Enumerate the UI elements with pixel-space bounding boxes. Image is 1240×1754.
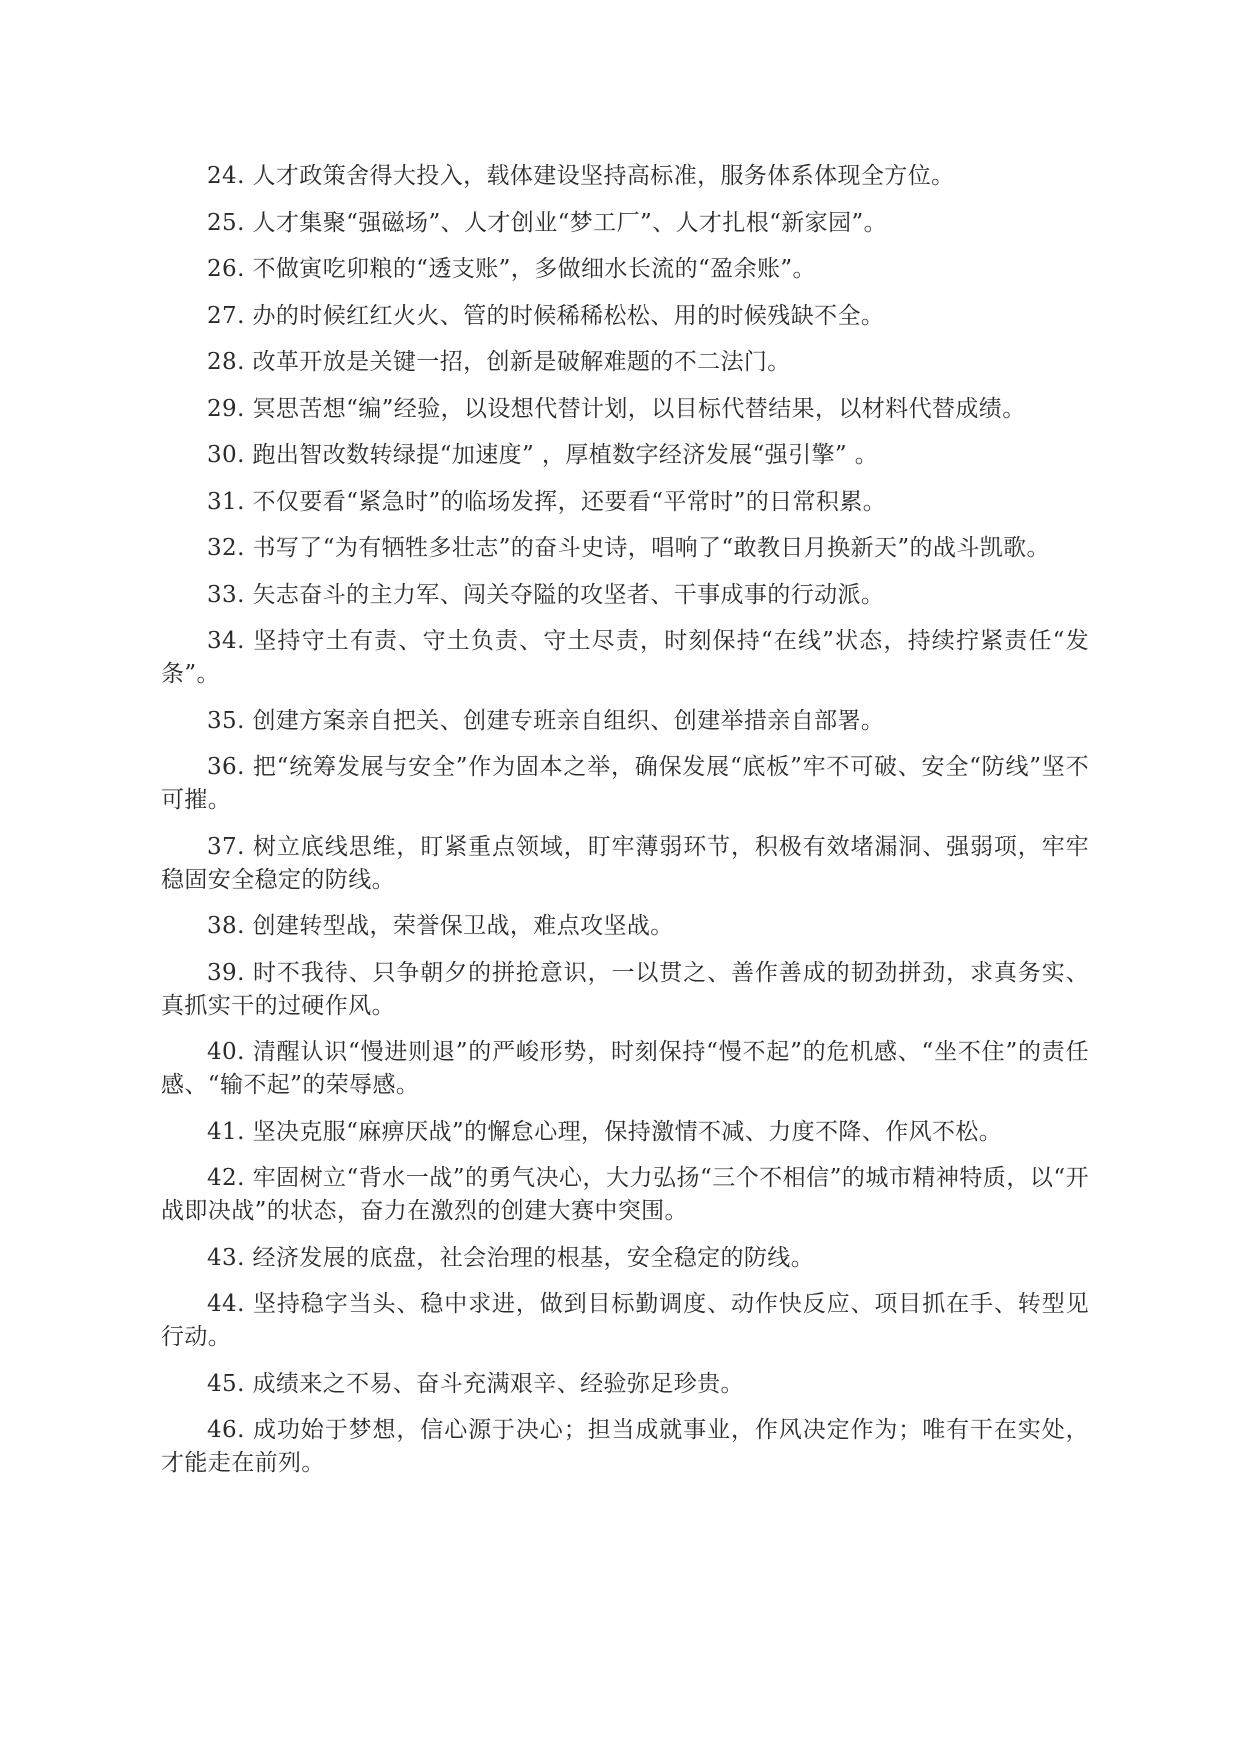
list-item: 31. 不仅要看“紧急时”的临场发挥，还要看“平常时”的日常积累。 bbox=[207, 488, 887, 515]
list-item: 36. 把“统筹发展与安全”作为固本之举，确保发展“底板”牢不可破、安全“防线”坚不可摧。 bbox=[161, 754, 1089, 813]
list-item: 27. 办的时候红红火火、管的时候稀稀松松、用的时候残缺不全。 bbox=[207, 302, 885, 329]
list-item: 39. 时不我待、只争朝夕的拼抢意识，一以贯之、善作善成的韧劲拼劲，求真务实、真抓实干的过硬作风。 bbox=[161, 959, 1089, 1019]
list-item: 41. 坚决克服“麻痹厌战”的懈怠心理，保持激情不减、力度不降、作风不松。 bbox=[207, 1118, 1003, 1145]
list-item: 43. 经济发展的底盘，社会治理的根基，安全稳定的防线。 bbox=[207, 1244, 815, 1271]
list-item: 32. 书写了“为有牺牲多壮志”的奋斗史诗，唱响了“敢教日月换新天”的战斗凯歌。 bbox=[207, 535, 1050, 561]
list-item: 28. 改革开放是关键一招，创新是破解难题的不二法门。 bbox=[207, 349, 791, 375]
list-item: 29. 冥思苦想“编”经验，以设想代替计划，以目标代替结果，以材料代替成绩。 bbox=[207, 395, 1026, 422]
list-item: 25. 人才集聚“强磁场”、人才创业“梦工厂”、人才扎根“新家园”。 bbox=[207, 209, 888, 236]
list-item: 46. 成功始于梦想，信心源于决心；担当成就事业，作风决定作为；唯有干在实处，才能走在前列。 bbox=[161, 1417, 1089, 1476]
document-body bbox=[161, 160, 1089, 1494]
list-item: 26. 不做寅吃卯粮的“透支账”，多做细水长流的“盈余账”。 bbox=[207, 256, 816, 282]
list-item: 34. 坚持守土有责、守土负责、守土尽责，时刻保持“在线”状态，持续拧紧责任“发条”。 bbox=[161, 628, 1089, 687]
list-item: 38. 创建转型战，荣誉保卫战，难点攻坚战。 bbox=[207, 913, 674, 939]
list-item: 42. 牢固树立“背水一战”的勇气决心，大力弘扬“三个不相信”的城市精神特质，以“开战即决战”的状态，奋力在激烈的创建大赛中突围。 bbox=[161, 1165, 1089, 1224]
list-item: 35. 创建方案亲自把关、创建专班亲自组织、创建举措亲自部署。 bbox=[207, 707, 885, 734]
list-item: 30. 跑出智改数转绿提“加速度” ，厚植数字经济发展“强引擎” 。 bbox=[207, 442, 879, 468]
list-item: 24. 人才政策舍得大投入，载体建设坚持高标准，服务体系体现全方位。 bbox=[207, 163, 955, 189]
list-item: 44. 坚持稳字当头、稳中求进，做到目标勤调度、动作快反应、项目抓在手、转型见行动。 bbox=[161, 1291, 1089, 1350]
list-item: 40. 清醒认识“慢进则退”的严峻形势，时刻保持“慢不起”的危机感、“坐不住”的责任感、“输不起”的荣辱感。 bbox=[161, 1039, 1089, 1098]
list-item: 37. 树立底线思维，盯紧重点领域，盯牢薄弱环节，积极有效堵漏洞、强弱项，牢牢稳固安全稳定的防线。 bbox=[161, 833, 1089, 893]
list-item: 33. 矢志奋斗的主力军、闯关夺隘的攻坚者、干事成事的行动派。 bbox=[207, 581, 885, 608]
list-item: 45. 成绩来之不易、奋斗充满艰辛、经验弥足珍贵。 bbox=[207, 1370, 744, 1397]
